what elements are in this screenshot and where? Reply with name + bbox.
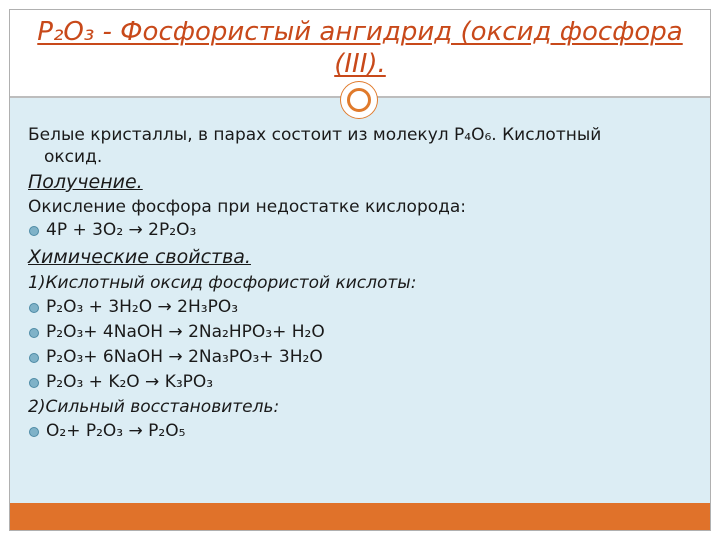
equation-text: P₂O₃ + 3H₂O → 2H₃PO₃ [46,297,239,317]
property-item-1: 1)Кислотный оксид фосфористой кислоты: [28,273,417,293]
section-obtaining: Получение. [28,171,143,193]
equation-4 [28,370,698,395]
equation-text: 4P + 3O₂ → 2P₂O₃ [46,220,197,240]
equation-text: P₂O₃+ 4NaOH → 2Na₂HPO₃+ H₂O [46,322,325,342]
content-panel [10,98,710,503]
equation-2 [28,320,698,345]
ring-inner-circle [347,88,371,112]
bullet-icon [29,226,39,236]
intro-line-1: Белые кристаллы, в парах состоит из молекул P₄O₆. Кислотный [28,125,602,145]
body-text [28,124,698,444]
equation-text: P₂O₃ + K₂O → K₃PO₃ [46,372,214,392]
equation-3 [28,345,698,370]
equation-text: P₂O₃+ 6NaOH → 2Na₃PO₃+ 3H₂O [46,347,323,367]
equation-1 [28,295,698,320]
ring-ornament-icon [341,82,377,118]
slide-title [10,10,710,80]
bullet-icon [29,378,39,388]
footer-bar [10,503,710,530]
intro-line-2: оксид. [44,147,103,167]
obtaining-text: Окисление фосфора при недостатке кислорода: [28,197,467,217]
obtaining-equation [28,218,698,243]
section-properties: Химические свойства. [28,246,251,268]
bullet-icon [29,328,39,338]
bullet-icon [29,427,39,437]
bullet-icon [29,353,39,363]
title-line-1: P₂O₃ - Фосфористый ангидрид (оксид фосфора [37,17,683,47]
equation-text: O₂+ P₂O₃ → P₂O₅ [46,421,186,441]
title-line-2: (III). [334,49,386,79]
property-item-2: 2)Сильный восстановитель: [28,397,280,417]
equation-5 [28,419,698,444]
bullet-icon [29,303,39,313]
